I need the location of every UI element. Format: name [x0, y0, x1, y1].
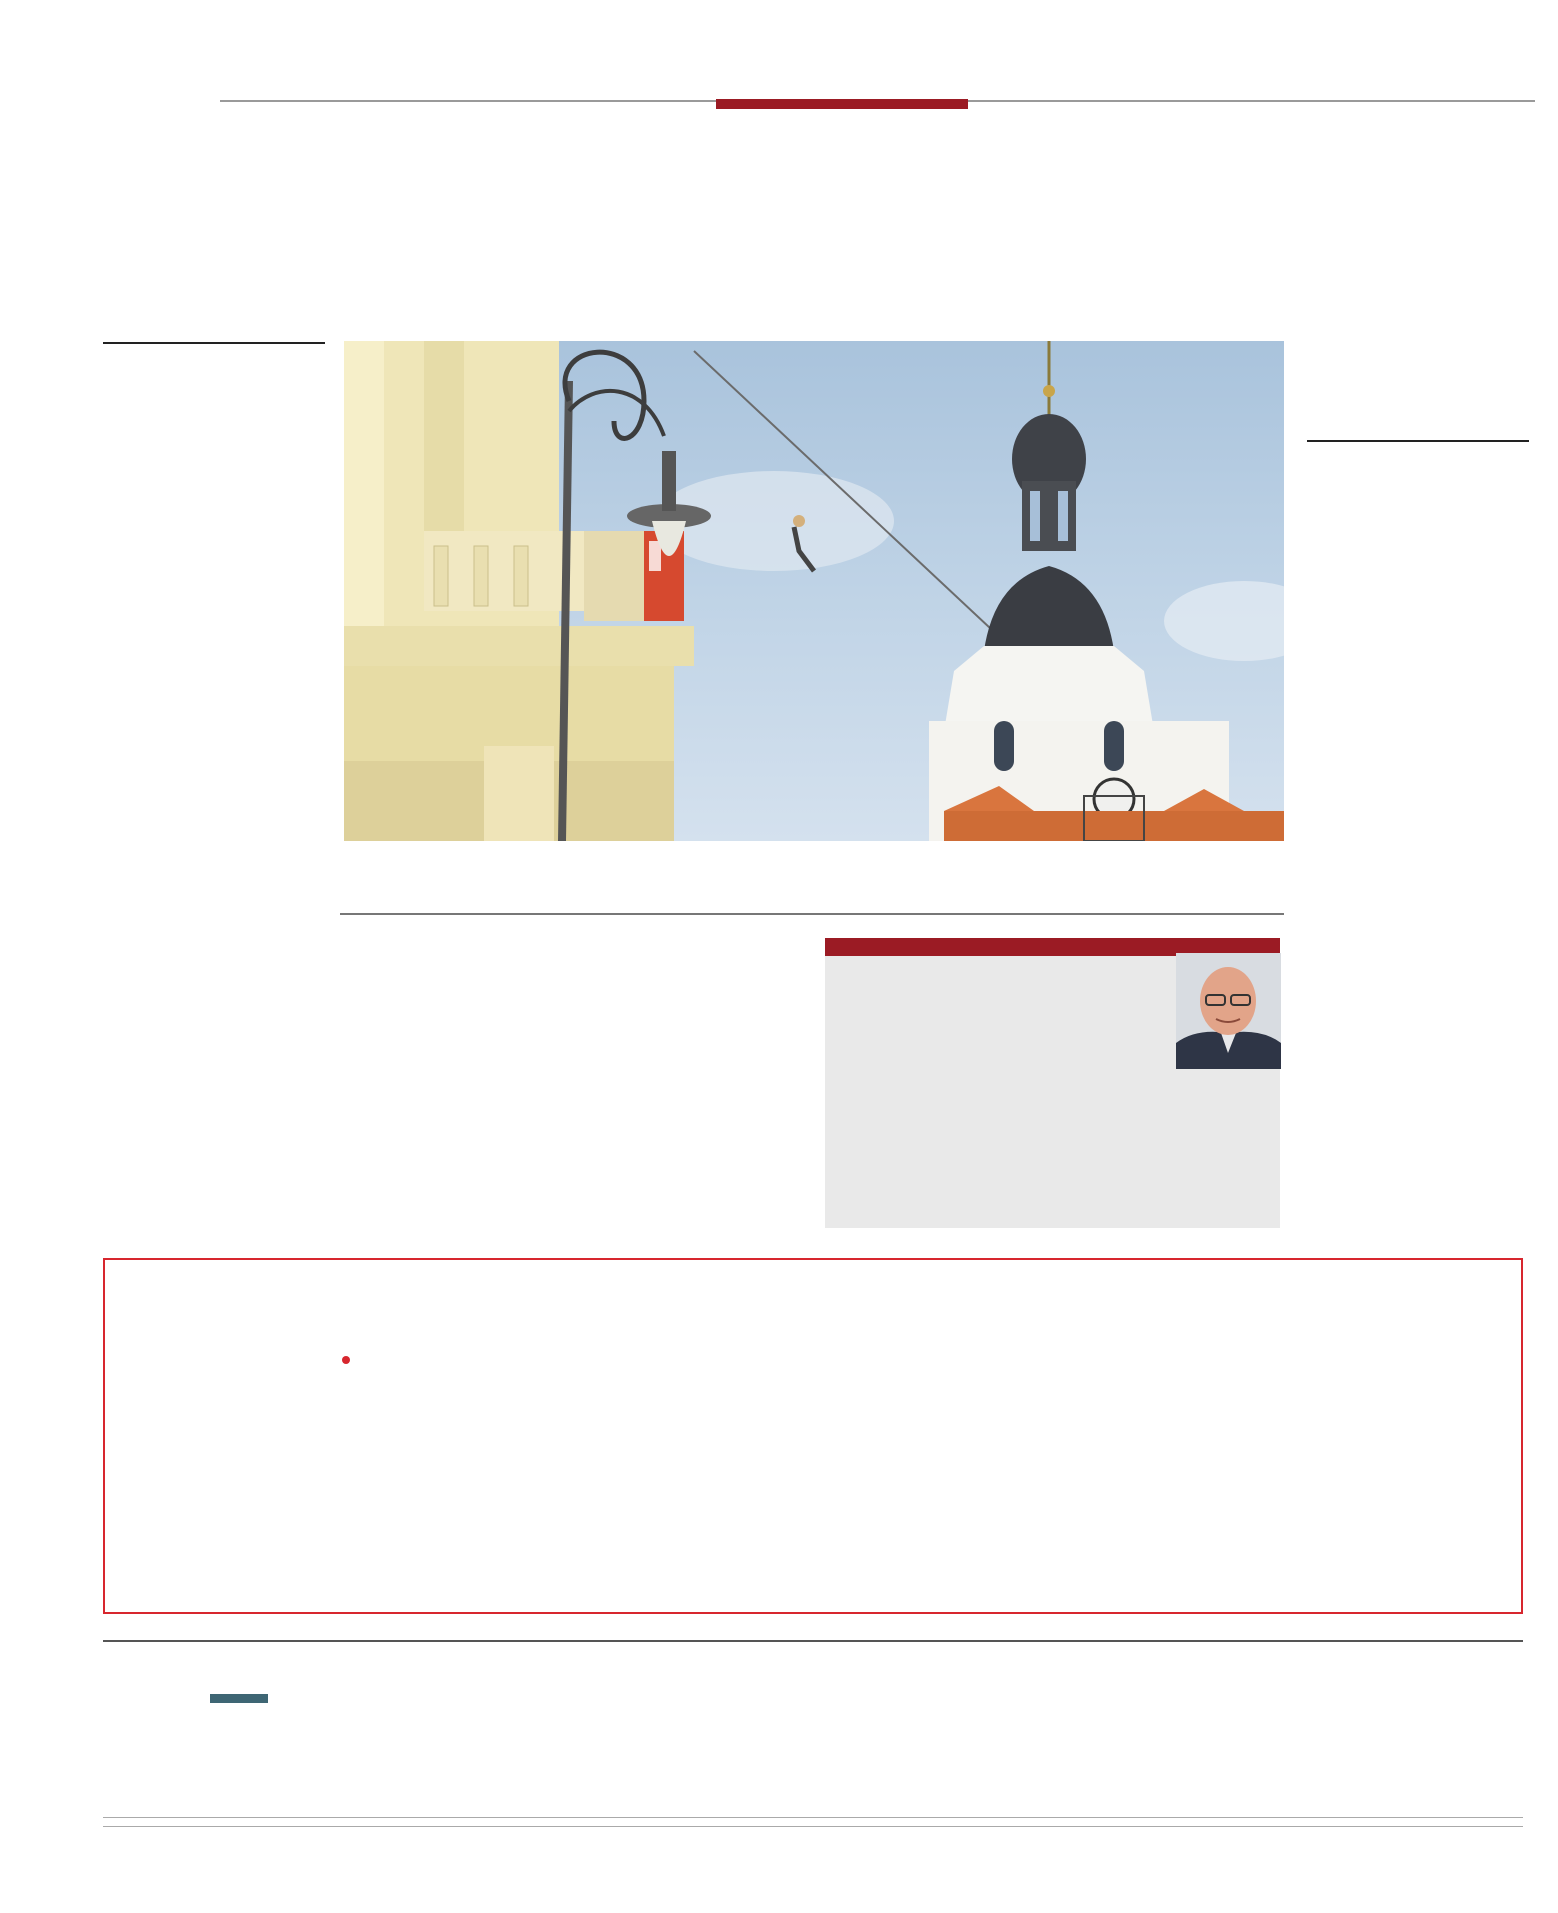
boxed-article — [103, 1258, 1523, 1614]
article-column-3 — [587, 932, 809, 936]
legal-notice — [103, 1817, 1523, 1827]
byline-2 — [1307, 438, 1529, 442]
article2-column — [1307, 463, 1529, 465]
byline — [103, 340, 325, 344]
footer-publisher-block — [103, 1710, 273, 1716]
caption-rule — [340, 913, 1284, 915]
person-portrait-icon — [1176, 953, 1281, 1069]
bullet-dot-icon — [342, 1356, 350, 1364]
footer-sport-block — [912, 1650, 1092, 1664]
continuation-note — [138, 1352, 356, 1371]
section-bar — [716, 99, 968, 109]
footer-logo-sub — [210, 1694, 268, 1703]
footer-deputy-block — [502, 1650, 642, 1678]
article-photo — [344, 341, 1284, 841]
footer-office-block — [297, 1650, 457, 1656]
quote-box — [825, 938, 1280, 1228]
city-hall-tower-photo-icon — [344, 341, 1284, 841]
footer-rule — [103, 1640, 1523, 1642]
boxed-column-1 — [138, 1352, 356, 1390]
article-column-1 — [103, 366, 325, 368]
footer-print-block — [1320, 1650, 1490, 1651]
portrait-photo — [1176, 953, 1281, 1069]
boxed-column-6 — [1319, 1352, 1539, 1358]
